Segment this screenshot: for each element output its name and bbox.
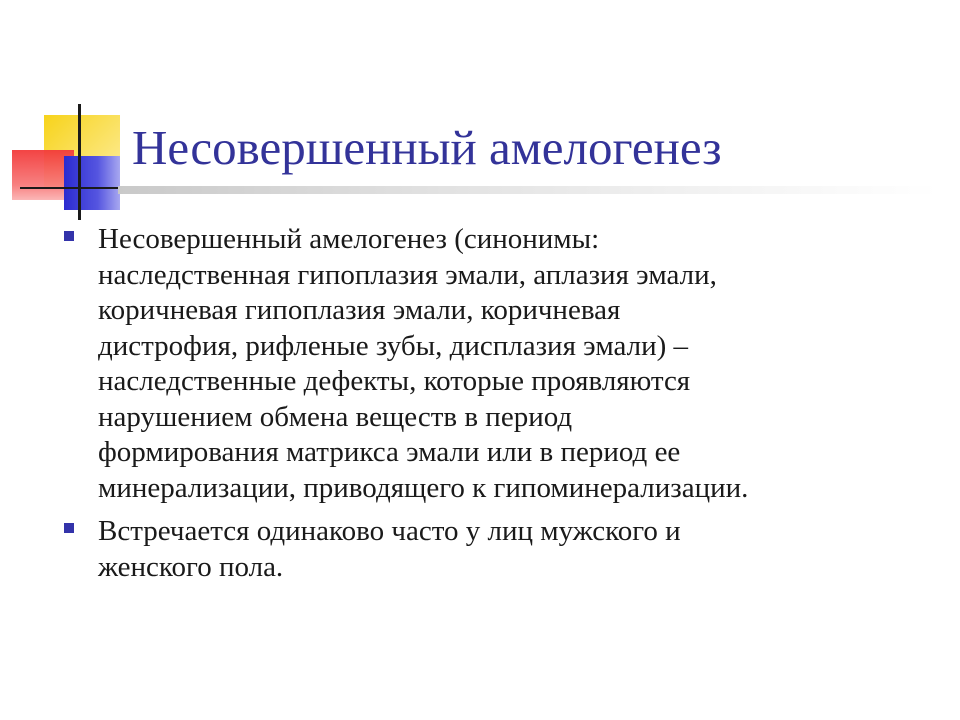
bullet-list [56, 222, 936, 593]
square-bullet-icon [64, 231, 74, 241]
bullet-line: Несовершенный амелогенез (синонимы: [98, 223, 600, 255]
vertical-line [78, 104, 81, 220]
bullet-item-definition [56, 222, 936, 506]
bullet-line: минерализации, приводящего к гипоминерализации. [98, 471, 749, 504]
bullet-item-frequency [56, 514, 936, 585]
bullet-line: Встречается одинаково часто у лиц мужского и [98, 515, 681, 547]
title-underline [118, 186, 938, 194]
bullet-line: нарушением обмена веществ в период [98, 400, 573, 433]
bullet-line: формирования матрикса эмали или в период ее [98, 436, 681, 468]
horizontal-line [20, 187, 130, 189]
bullet-line: наследственные дефекты, которые проявляются [98, 365, 691, 397]
square-bullet-icon [64, 523, 74, 533]
bullet-line: дистрофия, рифленые зубы, дисплазия эмали) – [98, 329, 689, 362]
bullet-line: женского пола. [98, 550, 284, 583]
blue-square [64, 156, 120, 210]
bullet-line: наследственная гипоплазия эмали, аплазия эмали, [98, 258, 717, 291]
decorative-logo [0, 0, 140, 230]
slide-title: Несовершенный амелогенез [132, 120, 722, 175]
bullet-line: коричневая гипоплазия эмали, коричневая [98, 294, 621, 326]
